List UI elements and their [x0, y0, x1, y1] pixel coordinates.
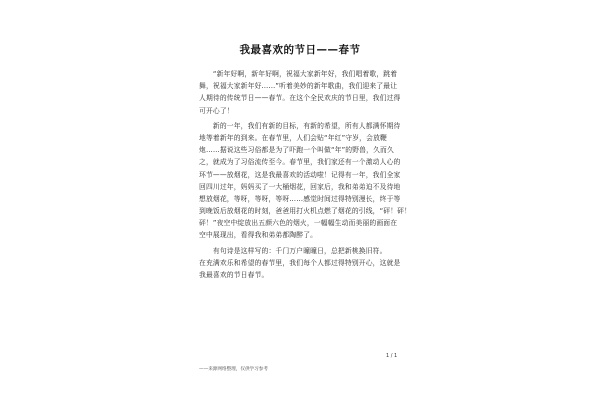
text-line: 可开心了！ [199, 106, 234, 115]
text-line: 之，就成为了习俗流传至今。春节里，我们家还有一个激动人心的 [199, 158, 401, 167]
text-line: 环节——放烟花，这是我最喜欢的活动啦！记得有一年，我们全家 [199, 170, 401, 179]
text-line: 空中展现出，看得我和弟弟都陶醉了。 [199, 231, 318, 240]
footer-note: ——来源网络整理，仅供学习参考 [199, 367, 268, 372]
text-line: 在充满欢乐和希望的春节里，我们每个人都过得特别开心，这就是 [199, 258, 401, 267]
paragraph [199, 245, 409, 282]
text-line: 人期待的传统节日——春节。在这个全民欢庆的节日里，我们过得 [199, 94, 401, 103]
paragraph [199, 68, 409, 117]
text-line: 回四川过年，妈妈买了一大桶烟花，回家后，我和弟弟迫不及待地 [199, 182, 401, 191]
text-line: 炮……据说这些习俗都是为了吓跑一个叫做“年”的野兽，久而久 [199, 146, 394, 155]
text-line: 砰！”夜空中绽放出五颜六色的烟火，一幅幅生动而美丽的画面在 [199, 219, 398, 228]
text-line: 新的一年，我们有新的目标，有新的希望，所有人都满怀期待 [199, 121, 401, 130]
text-line: 有句诗是这样写的：千门万户曈曈日，总把新桃换旧符。 [199, 246, 387, 255]
document-body [199, 68, 412, 281]
text-line: “新年好啊，新年好啊，祝福大家新年好，我们唱着歌，跳着 [199, 70, 398, 78]
text-line: 到晚饭后放烟花的时刻，爸爸用打火机点燃了烟花的引线，“砰！砰！ [199, 207, 412, 216]
page-number: 1 / 1 [386, 353, 398, 359]
text-line: 想放烟花，等呀，等呀，等呀……感觉时间过得特别漫长，终于等 [199, 194, 401, 203]
paragraph [199, 120, 412, 242]
text-line: 舞，祝福大家新年好……”听着美妙的新年歌曲，我们迎来了最让 [199, 82, 398, 91]
text-line: 我最喜欢的节日春节。 [199, 271, 269, 279]
text-line: 地等着新年的到来。在春节里，人们会贴“年红”守岁，会放鞭 [199, 133, 387, 142]
document-title: 我最喜欢的节日——春节 [239, 44, 361, 56]
